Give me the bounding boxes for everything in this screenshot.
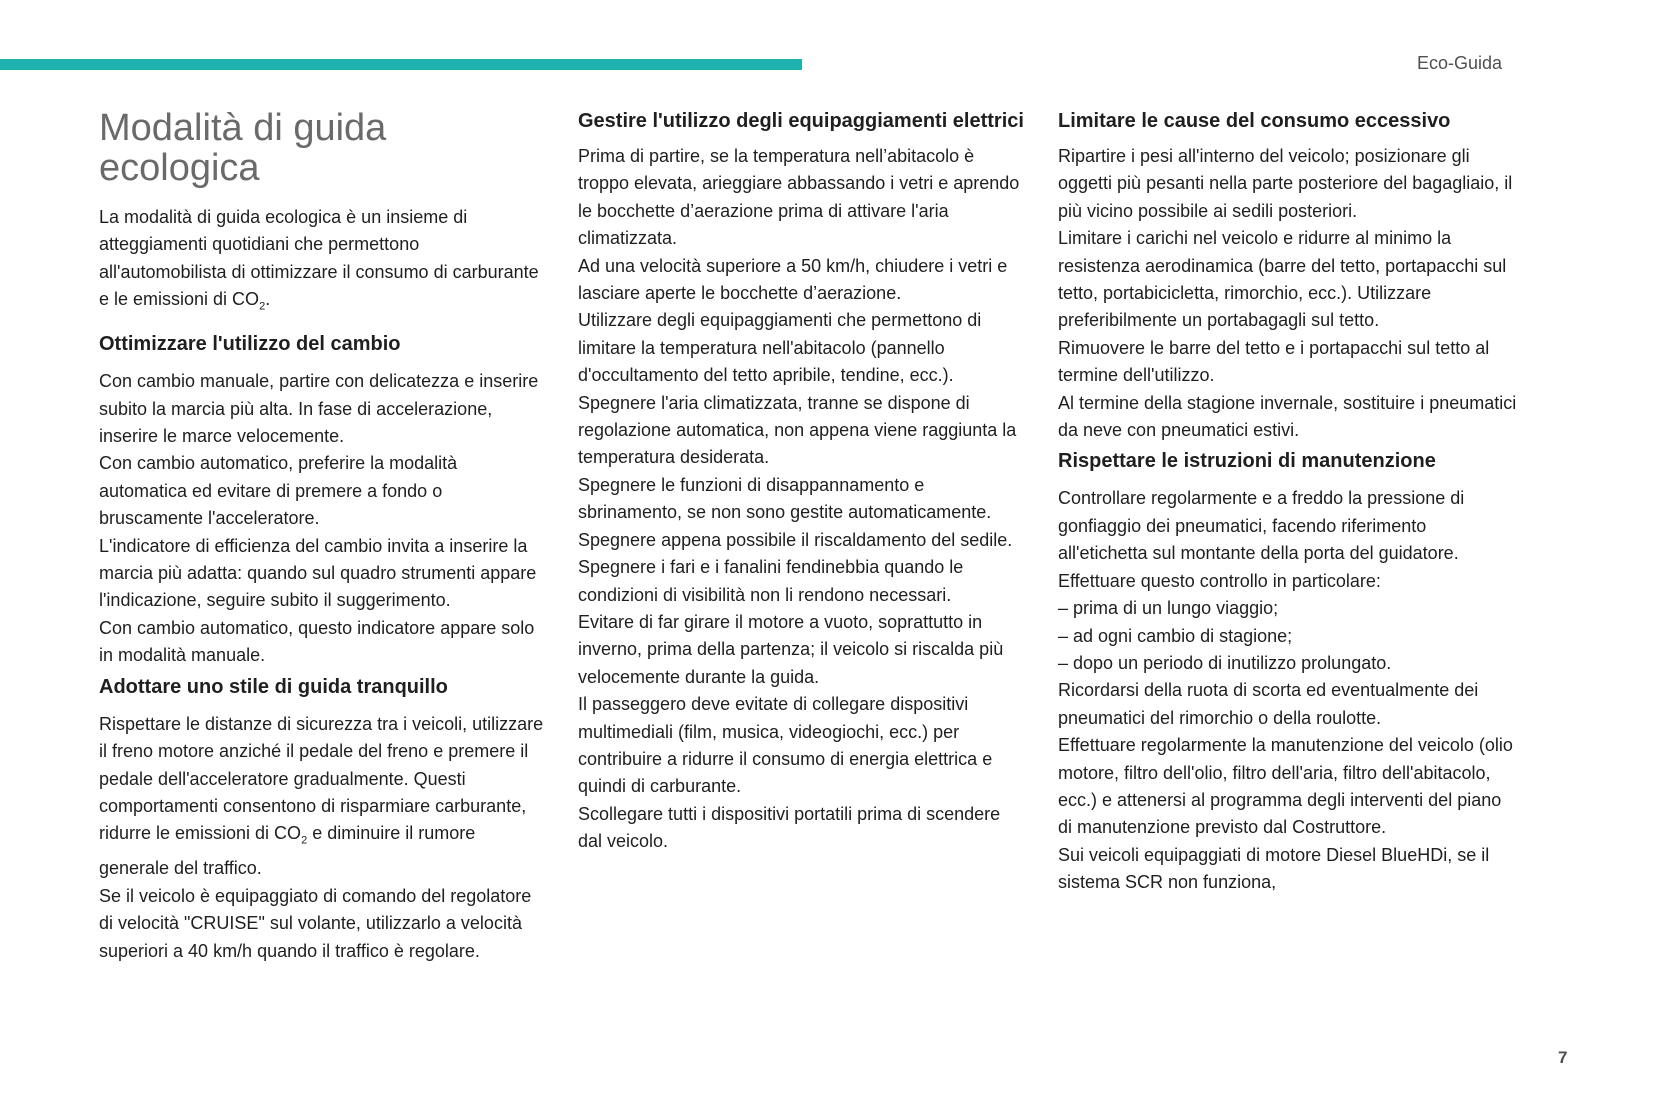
paragraph: L'indicatore di efficienza del cambio invita a inserire la marcia più adatta: quando sul quadro strumenti appare l'indicazione, seguire subito il suggerimento. [99,535,537,611]
paragraph: Se il veicolo è equipaggiato di comando del regolatore di velocità "CRUISE" sul volante, utilizzarlo a velocità superiori a 40 km/h quando il traffico è regolare. [99,885,532,961]
paragraph: Spegnere appena possibile il riscaldamento del sedile. [578,529,1013,550]
bullet-list [1058,595,1518,677]
column-2 [578,108,1024,856]
page-title-line-2: ecologica [99,147,260,189]
paragraph: Ricordarsi della ruota di scorta ed eventualmente dei pneumatici del rimorchio o della roulotte. [1058,680,1479,728]
paragraph: Utilizzare degli equipaggiamenti che permettono di limitare la temperatura nell'abitacolo (pannello d'occultamento del tetto apribile, tendine, ecc.). [578,310,982,386]
column-3 [1058,108,1518,897]
paragraph: Al termine della stagione invernale, sostituire i pneumatici da neve con pneumatici estivi. [1058,392,1517,441]
paragraph: Spegnere l'aria climatizzata, tranne se dispone di regolazione automatica, non appena viene raggiunta la temperatura desiderata. [578,392,1017,468]
paragraph: Controllare regolarmente e a freddo la pressione di gonfiaggio dei pneumatici, facendo riferimento all'etichetta sul montante della porta del guidatore. [1058,488,1465,564]
page-title [99,108,545,188]
paragraph: Rimuovere le barre del tetto e i portapacchi sul tetto al termine dell'utilizzo. [1058,337,1490,386]
paragraph: Sui veicoli equipaggiati di motore Diesel BlueHDi, se il sistema SCR non funziona, [1058,844,1490,893]
heading-gearbox: Ottimizzare l'utilizzo del cambio [99,333,401,356]
section-label: Eco-Guida [1416,53,1502,73]
header-accent-bar [0,59,802,70]
paragraph: Con cambio automatico, preferire la modalità automatica ed evitare di premere a fondo o bruscamente l'acceleratore. [99,453,458,529]
paragraph: Spegnere i fari e i fanalini fendinebbia quando le condizioni di visibilità non li rendono necessari. [578,557,964,605]
intro-paragraph [99,204,545,321]
page-title-line-1: Modalità di guida [99,107,387,149]
paragraph [99,711,545,883]
paragraph: Con cambio automatico, questo indicatore appare solo in modalità manuale. [99,617,535,666]
paragraph: Spegnere le funzioni di disappannamento e sbrinamento, se non sono gestite automaticamente. [578,474,992,523]
co2-subscript: 2 [259,300,266,313]
paragraph: Effettuare questo controllo in particolare: [1058,570,1381,591]
paragraph: Limitare i carichi nel veicolo e ridurre al minimo la resistenza aerodinamica (barre del tetto, portapacchi sul tetto, portabicicletta, rimorchio, ecc.). Utilizzare preferibilmente un portabagagli sul tetto. [1058,228,1507,331]
paragraph-text: Rispettare le distanze di sicurezza tra i veicoli, utilizzare il freno motore anziché il pedale del freno e premere il pedale dell'acceleratore gradualmente. Questi comportamenti consentono di risparmiare carburante, ridurre le emissioni di CO [99,713,544,844]
heading-maintenance: Rispettare le istruzioni di manutenzione [1058,450,1436,473]
paragraph-text: e diminuire il rumore generale del traffico. [99,823,476,879]
list-item: – ad ogni cambio di stagione; [1058,625,1293,646]
page-number: 7 [1558,1048,1568,1067]
intro-text: La modalità di guida ecologica è un insieme di atteggiamenti quotidiani che permettono all'automobilista di ottimizzare il consumo di carburante e le emissioni di CO [99,207,539,310]
paragraph: Prima di partire, se la temperatura nell’abitacolo è troppo elevata, arieggiare abbassando i vetri e aprendo le bocchette d’aerazione prima di attivare l'aria climatizzata. [578,146,1020,249]
heading-driving-style: Adottare uno stile di guida tranquillo [99,675,448,698]
paragraph: Con cambio manuale, partire con delicatezza e inserire subito la marcia più alta. In fase di accelerazione, inserire le marce velocemente. [99,371,539,447]
paragraph: Ad una velocità superiore a 50 km/h, chiudere i vetri e lasciare aperte le bocchette d’aerazione. [578,255,1008,304]
paragraph: Effettuare regolarmente la manutenzione del veicolo (olio motore, filtro dell'olio, filtro dell'aria, filtro dell'abitacolo, ecc.) e attenersi al programma degli interventi del piano di manutenzione previsto dal Costruttore. [1058,735,1513,838]
paragraph: Evitare di far girare il motore a vuoto, soprattutto in inverno, prima della partenza; il veicolo si riscalda più velocemente durante la guida. [578,611,1004,687]
paragraph: Scollegare tutti i dispositivi portatili prima di scendere dal veicolo. [578,803,1001,852]
heading-electrical-equipment: Gestire l'utilizzo degli equipaggiamenti elettrici [578,110,1024,132]
paragraph: Il passeggero deve evitate di collegare dispositivi multimediali (film, musica, videogiochi, ecc.) per contribuire a ridurre il consumo di energia elettrica e quindi di carburante. [578,694,993,797]
column-1 [99,108,545,965]
list-item: – dopo un periodo di inutilizzo prolungato. [1058,652,1392,673]
paragraph: Ripartire i pesi all'interno del veicolo; posizionare gli oggetti più pesanti nella parte posteriore del bagagliaio, il più vicino possibile ai sedili posteriori. [1058,146,1513,221]
heading-excess-consumption: Limitare le cause del consumo eccessivo [1058,110,1451,132]
intro-end: . [265,289,271,310]
list-item: – prima di un lungo viaggio; [1058,598,1279,619]
co2-subscript: 2 [301,834,308,847]
